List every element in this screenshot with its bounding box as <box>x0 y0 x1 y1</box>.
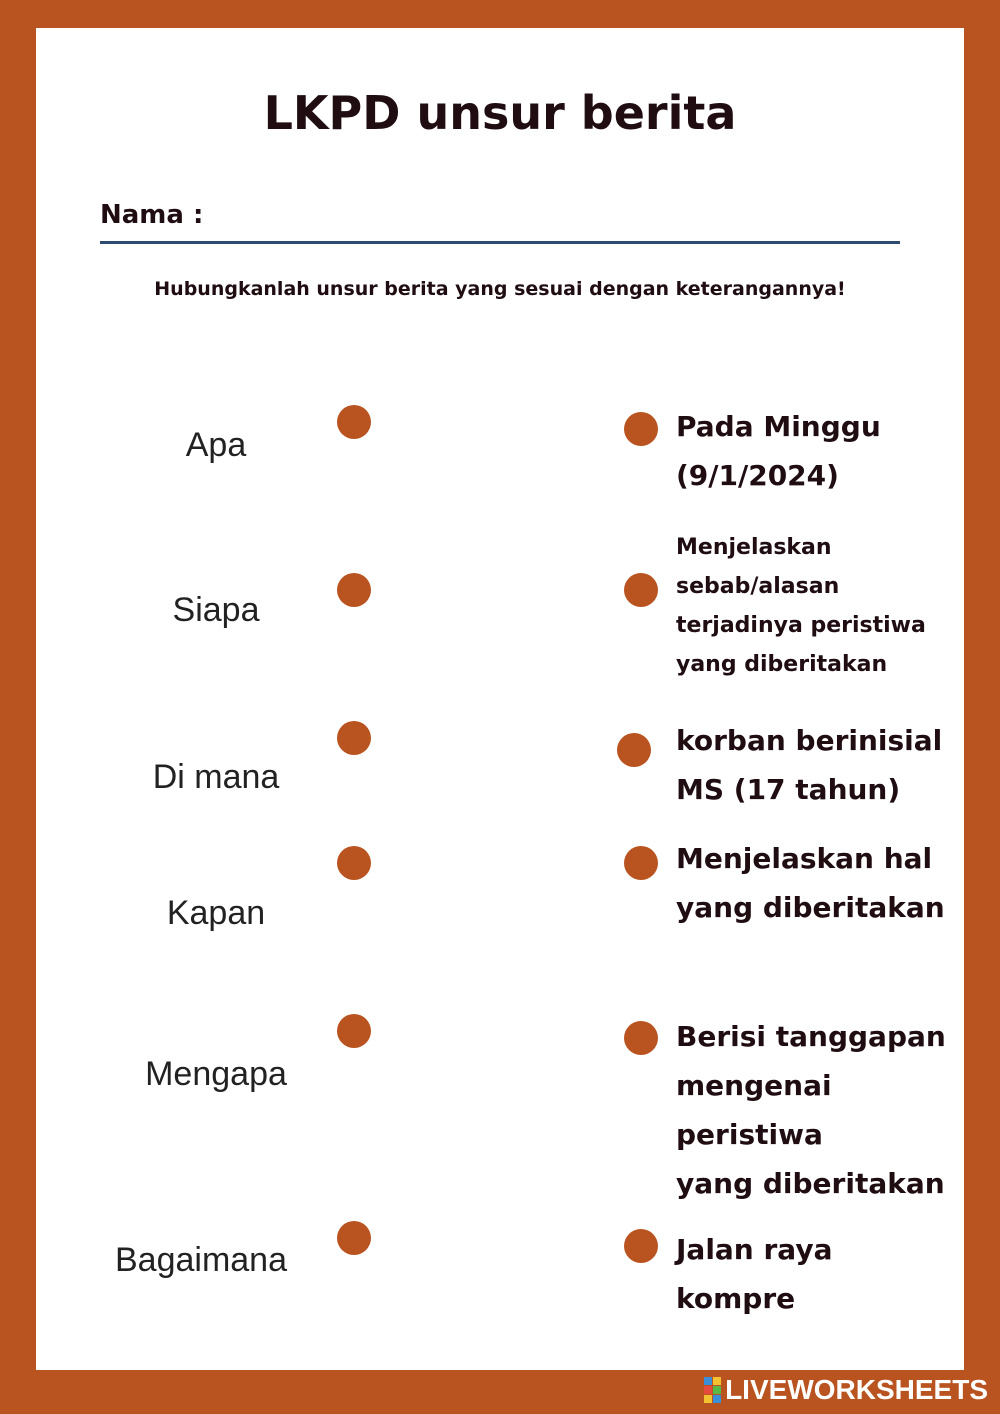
right-item-2-line-4: yang diberitakan <box>676 652 888 677</box>
left-item-di-mana: Di mana <box>152 758 280 796</box>
left-item-kapan: Kapan <box>166 894 266 932</box>
name-label: Nama : <box>100 200 204 230</box>
right-item-2 <box>676 528 966 684</box>
right-item-2-line-1: Menjelaskan <box>676 535 832 560</box>
right-item-6-line-2: kompre <box>676 1282 796 1315</box>
instruction-text: Hubungkanlah unsur berita yang sesuai dengan keterangannya! <box>154 278 846 300</box>
right-item-1 <box>676 402 976 500</box>
right-item-3-line-2: MS (17 tahun) <box>676 773 901 806</box>
left-dot-2[interactable] <box>337 573 371 607</box>
worksheet-page <box>36 28 964 1370</box>
right-item-3-line-1: korban berinisial <box>676 724 943 757</box>
page-title: LKPD unsur berita <box>263 86 737 140</box>
right-dot-6[interactable] <box>624 1229 658 1263</box>
liveworksheets-footer <box>704 1374 988 1406</box>
right-item-4-line-2: yang diberitakan <box>676 891 945 924</box>
left-item-bagaimana: Bagaimana <box>114 1241 287 1279</box>
left-item-siapa: Siapa <box>172 591 260 629</box>
right-dot-5[interactable] <box>624 1021 658 1055</box>
right-item-1-line-1: Pada Minggu <box>676 410 881 443</box>
right-item-4-line-1: Menjelaskan hal <box>676 842 933 875</box>
left-item-apa: Apa <box>185 426 247 464</box>
right-item-3 <box>676 716 976 814</box>
right-item-1-line-2: (9/1/2024) <box>676 459 839 492</box>
right-item-5-line-2: mengenai peristiwa <box>676 1069 832 1151</box>
right-item-2-line-3: terjadinya peristiwa <box>676 613 926 638</box>
right-dot-1[interactable] <box>624 412 658 446</box>
name-input-line[interactable] <box>100 241 900 244</box>
left-dot-4[interactable] <box>337 846 371 880</box>
left-dot-5[interactable] <box>337 1014 371 1048</box>
left-dot-6[interactable] <box>337 1221 371 1255</box>
left-dot-3[interactable] <box>337 721 371 755</box>
right-item-2-line-2: sebab/alasan <box>676 574 840 599</box>
right-item-6 <box>676 1225 976 1323</box>
left-item-mengapa: Mengapa <box>145 1055 287 1093</box>
right-item-5 <box>676 1012 976 1208</box>
right-dot-3[interactable] <box>617 733 651 767</box>
liveworksheets-logo-icon <box>704 1377 721 1403</box>
right-item-6-line-1: Jalan raya <box>676 1233 833 1266</box>
right-dot-4[interactable] <box>624 846 658 880</box>
right-item-5-line-1: Berisi tanggapan <box>676 1020 946 1053</box>
right-item-5-line-3: yang diberitakan <box>676 1167 945 1200</box>
right-dot-2[interactable] <box>624 573 658 607</box>
right-item-4 <box>676 834 976 932</box>
left-dot-1[interactable] <box>337 405 371 439</box>
liveworksheets-brand: LIVEWORKSHEETS <box>725 1374 988 1405</box>
